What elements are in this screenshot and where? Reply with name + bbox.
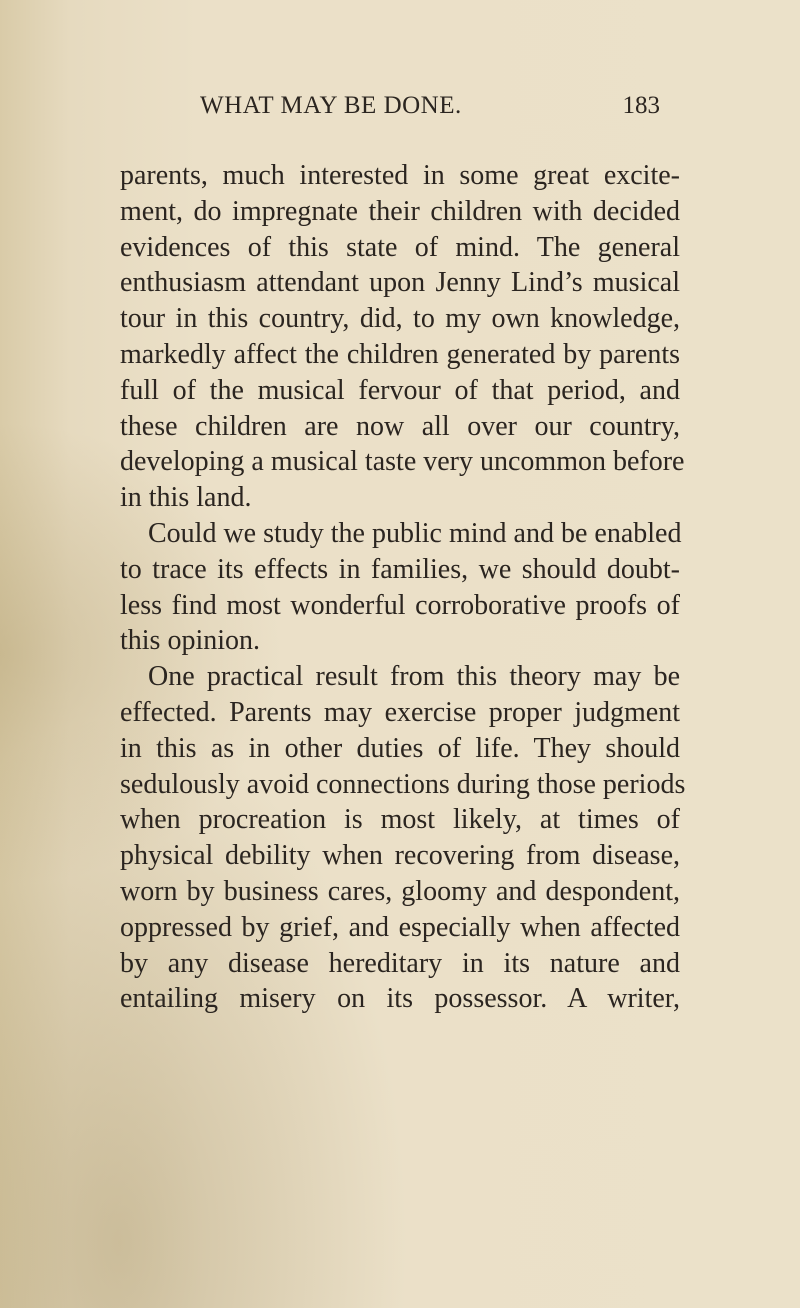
text-line: to trace its effects in families, we should doubt- (120, 553, 680, 585)
text-line: Could we study the public mind and be enabled (148, 517, 682, 549)
text-line: this opinion. (120, 625, 261, 657)
text-line: markedly affect the children generated by parents (120, 338, 680, 370)
text-line: sedulously avoid connections during those periods (120, 768, 686, 800)
body-text (120, 158, 686, 1017)
text-line: developing a musical taste very uncommon before (120, 446, 685, 478)
text-line: parents, much interested in some great excite- (120, 160, 680, 191)
text-line: in this land. (120, 482, 252, 514)
text-line: ment, do impregnate their children with decided (120, 195, 680, 227)
page-header (200, 92, 660, 132)
text-line: these children are now all over our country, (120, 410, 680, 442)
text-line: full of the musical fervour of that period, and (120, 374, 680, 406)
text-line: evidences of this state of mind. The general (120, 231, 680, 263)
running-head: WHAT MAY BE DONE. (200, 92, 462, 119)
text-line: effected. Parents may exercise proper judgment (120, 696, 680, 728)
text-line: tour in this country, did, to my own knowledge, (120, 303, 680, 335)
text-line: enthusiasm attendant upon Jenny Lind’s musical (120, 267, 680, 299)
text-line: when procreation is most likely, at times of (120, 804, 680, 836)
text-line: physical debility when recovering from disease, (120, 840, 680, 872)
text-line: less find most wonderful corroborative proofs of (120, 589, 680, 621)
text-line: oppressed by grief, and especially when affected (120, 911, 680, 943)
text-line: by any disease hereditary in its nature and (120, 947, 680, 979)
text-line: worn by business cares, gloomy and despondent, (120, 875, 680, 907)
text-line: entailing misery on its possessor. A writer, (120, 983, 680, 1015)
text-line: in this as in other duties of life. They should (120, 732, 680, 764)
page-number: 183 (622, 92, 660, 119)
text-line: One practical result from this theory may be (148, 661, 680, 693)
